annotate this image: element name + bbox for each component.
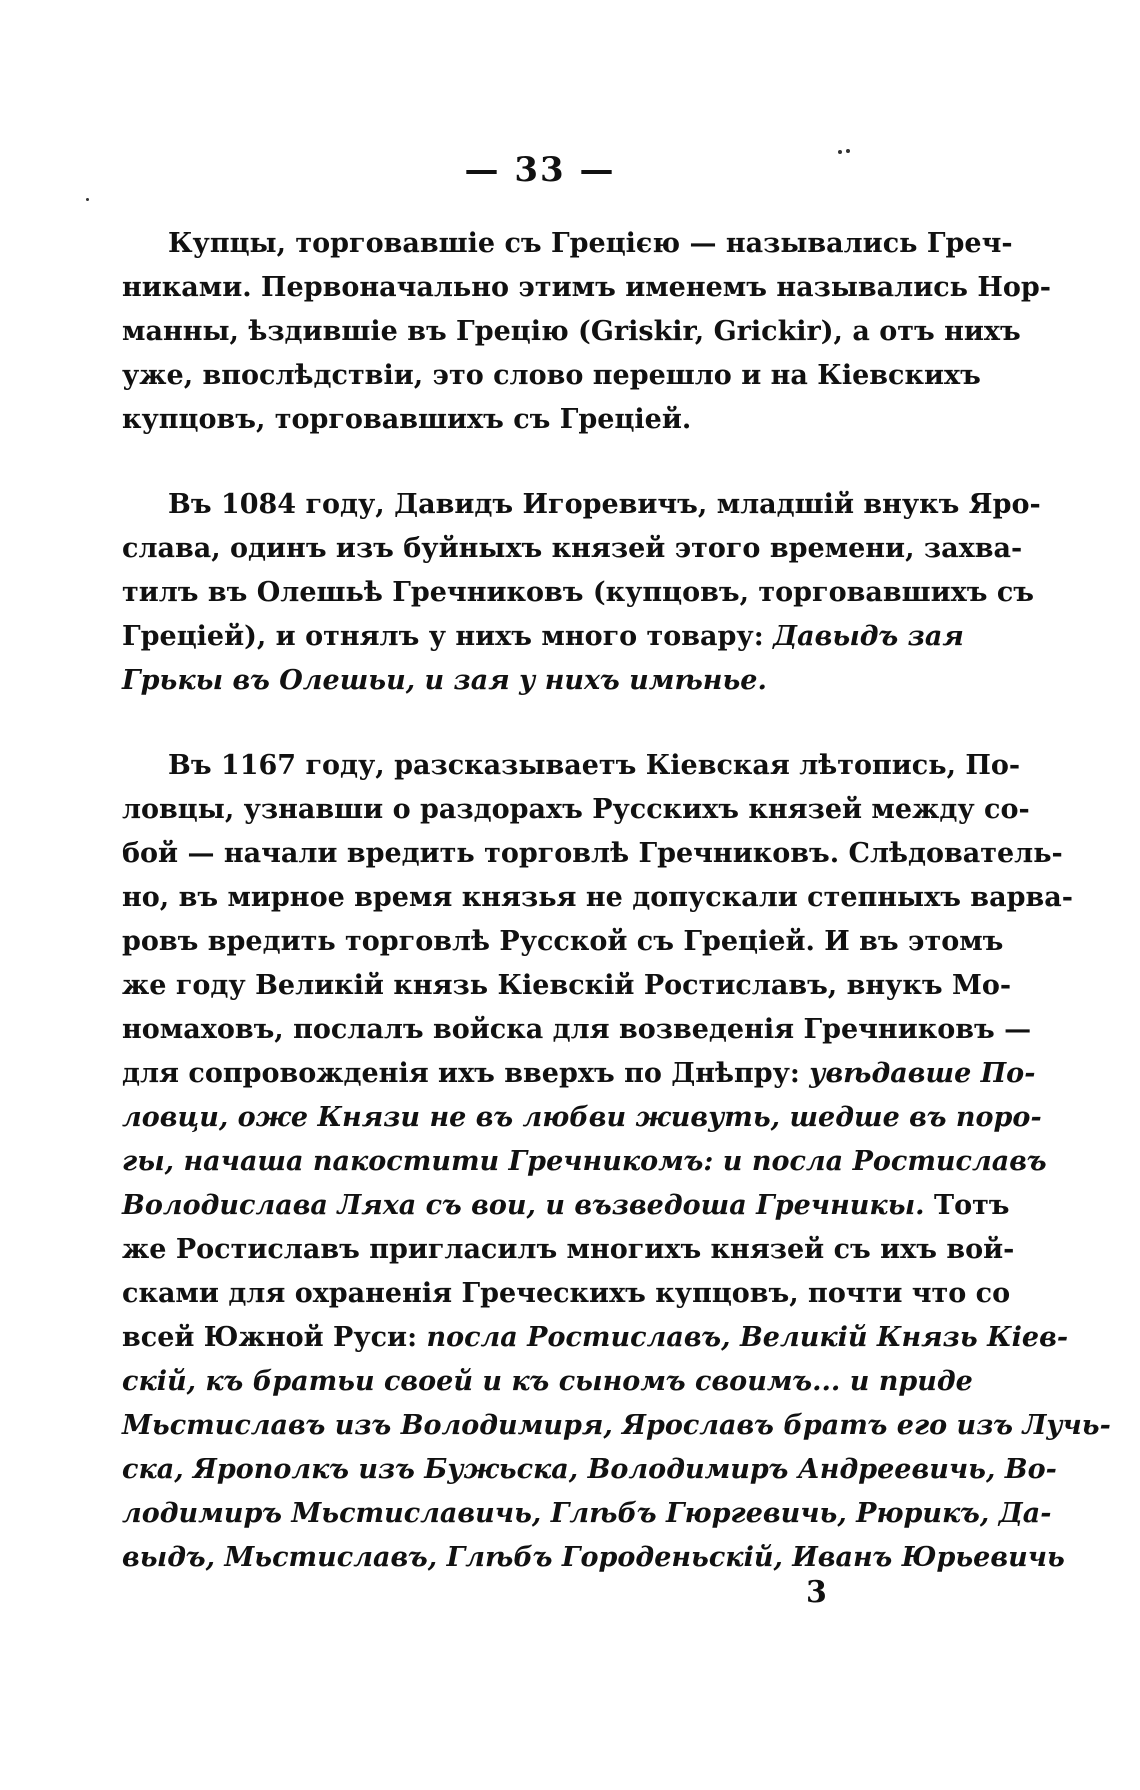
italic-quote-segment: лодимиръ Мьстиславичь, Глѣбъ Гюргевичь, Рюрикъ, Да- [122,1498,1052,1529]
text-segment: Въ 1084 году, Давидъ Игоревичъ, младшій внукъ Яро- [168,489,1041,520]
text-line [122,876,1073,920]
text-line [122,1228,1015,1272]
text-segment: купцовъ, торговавшихъ съ Греціей. [122,404,692,435]
text-segment: для сопровожденія ихъ вверхъ по Днѣпру: [122,1058,810,1089]
text-segment: же году Великій князь Кіевскій Ростиславъ, внукъ Мо- [122,970,1012,1001]
text-line [122,788,1030,832]
text-line [122,483,1041,527]
text-segment: Греціей), и отнялъ у нихъ много товару: [122,621,774,652]
italic-quote-segment: Грькы въ Олешьи, и зая у нихъ имѣнье. [122,665,767,696]
text-segment: никами. Первоначально этимъ именемъ назывались Нор- [122,272,1051,303]
text-segment: уже, впослѣдствіи, это слово перешло и на Кіевскихъ [122,360,981,391]
italic-quote-segment: Володислава Ляха съ вои, и възведоша Гречникы. [122,1190,925,1221]
text-line [122,222,1013,266]
paragraph [122,222,1051,442]
paragraph-gap [122,442,954,483]
text-line [122,1536,1065,1580]
text-line [122,310,1021,354]
print-speck [838,150,842,154]
text-line [122,266,1051,310]
italic-quote-segment: скій, къ братьи своей и къ сыномъ своимъ... и приде [122,1366,973,1397]
text-line [122,1140,1047,1184]
text-segment: манны, ѣздившіе въ Грецію (Griskir, Grickir), а отъ нихъ [122,316,1021,347]
paragraph [122,744,1111,1580]
text-segment: бой — начали вредить торговлѣ Гречниковъ. Слѣдователь- [122,838,1063,869]
body-text [122,222,1111,1580]
text-segment: сками для охраненія Греческихъ купцовъ, почти что со [122,1278,1011,1309]
text-line [122,398,954,442]
text-line [122,1052,1036,1096]
text-line [122,1360,973,1404]
italic-quote-segment: выдъ, Мьстиславъ, Глѣбъ Городеньскій, Иванъ Юрьевичь [122,1542,1065,1573]
text-line [122,1404,1111,1448]
text-segment: ровъ вредить торговлѣ Русской съ Греціей. И въ этомъ [122,926,1004,957]
text-segment: но, въ мирное время князья не допускали степныхъ варва- [122,882,1073,913]
text-segment: номаховъ, послалъ войска для возведенія Гречниковъ — [122,1014,1032,1045]
text-line [122,571,1035,615]
text-segment: тилъ въ Олешьѣ Гречниковъ (купцовъ, торговавшихъ съ [122,577,1035,608]
text-line [122,1272,1011,1316]
text-line [122,527,1023,571]
print-speck [846,149,850,153]
text-line [122,1184,1010,1228]
text-line [122,920,1004,964]
text-line [122,832,1063,876]
paragraph [122,483,1041,703]
page-number: — 33 — [464,150,616,190]
text-segment: Купцы, торговавшіе съ Грецією — назывались Греч- [168,228,1013,259]
italic-quote-segment: гы, начаша пакостити Гречникомъ: и посла Ростиславъ [122,1146,1047,1177]
text-segment: всей Южной Руси: [122,1322,427,1353]
italic-quote-segment: увѣдавше По- [809,1058,1036,1089]
text-line [122,1448,1057,1492]
text-segment: Въ 1167 году, разсказываетъ Кіевская лѣтопись, По- [168,750,1021,781]
italic-quote-segment: ска, Ярополкъ изъ Бужьска, Володимиръ Андреевичь, Во- [122,1454,1057,1485]
text-segment: Тотъ [924,1190,1010,1221]
text-line [122,1008,1032,1052]
text-line [122,744,1021,788]
paragraph-gap [122,703,954,744]
italic-quote-segment: Давыдъ зая [773,621,964,652]
signature-mark: 3 [806,1575,827,1610]
text-line [122,354,981,398]
text-segment: слава, одинъ изъ буйныхъ князей этого времени, захва- [122,533,1023,564]
text-line [122,615,964,659]
text-line [122,1492,1052,1536]
text-line [122,1096,1042,1140]
italic-quote-segment: ловци, оже Князи не въ любви живуть, шедше въ поро- [122,1102,1042,1133]
text-segment: же Ростиславъ пригласилъ многихъ князей съ ихъ вой- [122,1234,1015,1265]
text-line [122,964,1012,1008]
italic-quote-segment: посла Ростиславъ, Великій Князь Кіев- [426,1322,1069,1353]
italic-quote-segment: Мьстиславъ изъ Володимиря, Ярославъ братъ его изъ Лучь- [122,1410,1111,1441]
text-line [122,659,954,703]
text-segment: ловцы, узнавши о раздорахъ Русскихъ князей между со- [122,794,1030,825]
print-speck [86,198,89,201]
text-line [122,1316,1069,1360]
